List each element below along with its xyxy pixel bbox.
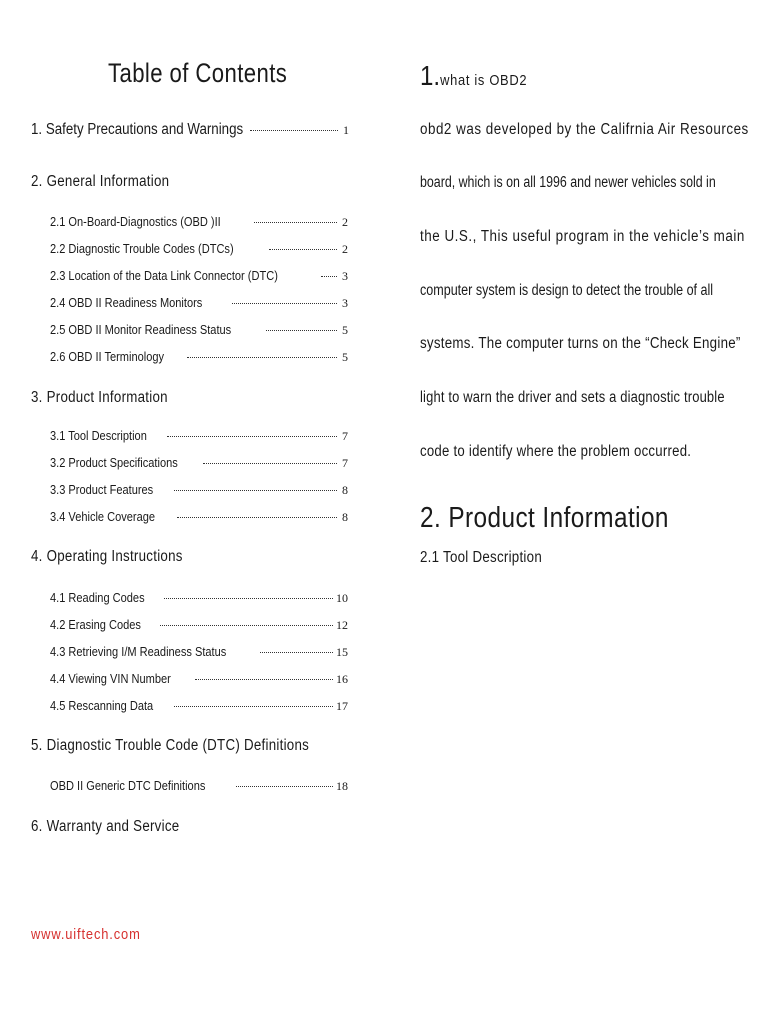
section-2-heading: 2. Product Information: [420, 502, 669, 534]
leader-dots: [254, 222, 337, 223]
toc-heading-product: 3. Product Information: [31, 389, 168, 406]
toc-page-number: 3: [342, 296, 348, 310]
paragraph-line: [420, 228, 745, 246]
paragraph-line: [420, 335, 741, 353]
toc-entry[interactable]: [50, 617, 348, 633]
toc-heading-warranty: 6. Warranty and Service: [31, 818, 180, 835]
section-2-subheading: 2.1 Tool Description: [420, 549, 542, 566]
paragraph-text: obd2 was developed by the Califrnia Air Resources: [420, 121, 749, 138]
leader-dots: [203, 463, 337, 464]
toc-page-number: 5: [342, 323, 348, 337]
leader-dots: [160, 625, 333, 626]
toc-entry-label: 2.1 On-Board-Diagnostics (OBD )II: [50, 214, 221, 229]
toc-entry[interactable]: [50, 322, 348, 338]
paragraph-text: light to warn the driver and sets a diagnostic trouble: [420, 389, 725, 406]
toc-entry-label: 3.3 Product Features: [50, 482, 154, 497]
toc-entry-label: 3.2 Product Specifications: [50, 455, 178, 470]
toc-entry-label: 3.4 Vehicle Coverage: [50, 509, 156, 524]
toc-page-number: 2: [342, 242, 348, 256]
toc-entry[interactable]: [50, 428, 348, 444]
toc-page-number: 18: [336, 779, 348, 793]
paragraph-line: [420, 443, 737, 461]
toc-entry-label: 2.2 Diagnostic Trouble Codes (DTCs): [50, 241, 234, 256]
paragraph-text: board, which is on all 1996 and newer vehicles sold in: [420, 174, 716, 191]
toc-entry-label: 4.1 Reading Codes: [50, 590, 145, 605]
toc-entry[interactable]: [50, 590, 348, 606]
toc-title: Table of Contents: [108, 58, 288, 88]
leader-dots: [236, 786, 333, 787]
leader-dots: [167, 436, 337, 437]
toc-entry-safety[interactable]: [31, 121, 349, 139]
section-1-heading: [420, 60, 527, 92]
toc-page-number: 15: [336, 645, 348, 659]
toc-entry[interactable]: [50, 671, 348, 687]
toc-heading-general: 2. General Information: [31, 173, 170, 190]
toc-entry-label: 3.1 Tool Description: [50, 428, 147, 443]
paragraph-text: computer system is design to detect the trouble of all: [420, 282, 714, 299]
toc-page-number: 7: [342, 429, 348, 443]
toc-entry[interactable]: [50, 349, 348, 365]
paragraph-line: [420, 282, 737, 300]
toc-entry-label: 1. Safety Precautions and Warnings: [31, 121, 244, 138]
leader-dots: [260, 652, 333, 653]
toc-heading-dtc: 5. Diagnostic Trouble Code (DTC) Definitions: [31, 737, 310, 754]
leader-dots: [174, 706, 333, 707]
toc-entry-label: 4.2 Erasing Codes: [50, 617, 141, 632]
toc-entry[interactable]: [50, 509, 348, 525]
toc-page-number: 3: [342, 269, 348, 283]
section-title: what is OBD2: [440, 72, 528, 89]
paragraph-text: the U.S., This useful program in the vehicle’s main: [420, 228, 745, 245]
leader-dots: [187, 357, 337, 358]
toc-entry-label: OBD II Generic DTC Definitions: [50, 778, 206, 793]
paragraph-line: [420, 174, 737, 192]
toc-page-number: 12: [336, 618, 348, 632]
toc-page-number: 2: [342, 215, 348, 229]
toc-heading-operating: 4. Operating Instructions: [31, 548, 183, 565]
leader-dots: [250, 130, 338, 131]
section-number: 1.: [420, 60, 441, 91]
toc-page-number: 1: [343, 123, 349, 137]
toc-page-number: 10: [336, 591, 348, 605]
website-link[interactable]: www.uiftech.com: [31, 926, 141, 943]
toc-entry[interactable]: [50, 214, 348, 230]
leader-dots: [177, 517, 337, 518]
leader-dots: [164, 598, 333, 599]
toc-entry-label: 2.3 Location of the Data Link Connector (DTC): [50, 268, 278, 283]
toc-entry-label: 2.5 OBD II Monitor Readiness Status: [50, 322, 232, 337]
toc-entry-label: 4.5 Rescanning Data: [50, 698, 154, 713]
toc-page-number: 8: [342, 510, 348, 524]
leader-dots: [195, 679, 333, 680]
toc-entry[interactable]: [50, 778, 348, 794]
toc-entry[interactable]: [50, 482, 348, 498]
toc-page-number: 16: [336, 672, 348, 686]
toc-page-number: 7: [342, 456, 348, 470]
toc-entry[interactable]: [50, 241, 348, 257]
leader-dots: [321, 276, 337, 277]
toc-entry[interactable]: [50, 268, 348, 284]
paragraph-text: systems. The computer turns on the “Check Engine”: [420, 335, 741, 352]
toc-entry[interactable]: [50, 698, 348, 714]
toc-page-number: 8: [342, 483, 348, 497]
leader-dots: [266, 330, 337, 331]
paragraph-text: code to identify where the problem occurred.: [420, 443, 692, 460]
toc-entry-label: 4.3 Retrieving I/M Readiness Status: [50, 644, 227, 659]
toc-page-number: 17: [336, 699, 348, 713]
leader-dots: [174, 490, 337, 491]
toc-entry-label: 4.4 Viewing VIN Number: [50, 671, 171, 686]
toc-page-number: 5: [342, 350, 348, 364]
toc-entry-label: 2.4 OBD II Readiness Monitors: [50, 295, 203, 310]
toc-entry[interactable]: [50, 644, 348, 660]
toc-entry-label: 2.6 OBD II Terminology: [50, 349, 165, 364]
toc-entry[interactable]: [50, 295, 348, 311]
leader-dots: [232, 303, 337, 304]
paragraph-line: [420, 121, 749, 139]
toc-entry[interactable]: [50, 455, 348, 471]
paragraph-line: [420, 389, 737, 407]
leader-dots: [269, 249, 337, 250]
